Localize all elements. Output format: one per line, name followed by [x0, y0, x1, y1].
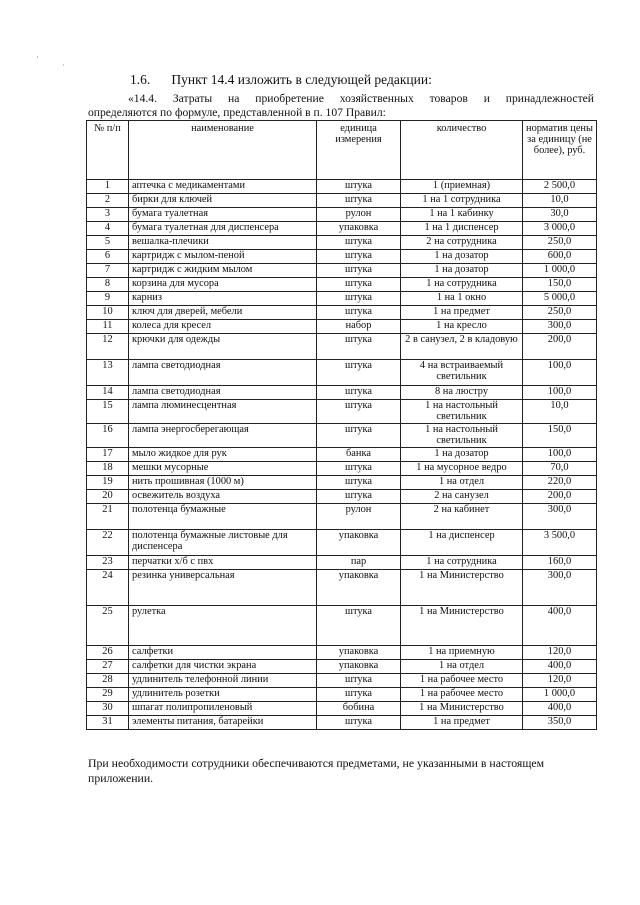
item-unit: упаковка	[317, 222, 401, 236]
row-number: 7	[87, 264, 129, 278]
item-price: 400,0	[523, 660, 597, 674]
row-number: 31	[87, 716, 129, 730]
item-quantity: 1 на рабочее место	[401, 688, 523, 702]
item-name: ключ для дверей, мебели	[129, 306, 317, 320]
row-number: 9	[87, 292, 129, 306]
item-name: полотенца бумажные	[129, 504, 317, 530]
item-price: 300,0	[523, 320, 597, 334]
item-price: 150,0	[523, 278, 597, 292]
item-unit: штука	[317, 334, 401, 360]
item-quantity: 1 на Министерство	[401, 570, 523, 606]
row-number: 2	[87, 194, 129, 208]
item-price: 5 000,0	[523, 292, 597, 306]
item-price: 30,0	[523, 208, 597, 222]
item-unit: штука	[317, 250, 401, 264]
item-name: мешки мусорные	[129, 462, 317, 476]
item-quantity: 2 в санузел, 2 в кладовую	[401, 334, 523, 360]
item-quantity: 1 на 1 диспенсер	[401, 222, 523, 236]
intro-line-2: определяются по формуле, представленной в п. 107 Правил:	[88, 106, 386, 119]
row-number: 27	[87, 660, 129, 674]
item-price: 160,0	[523, 556, 597, 570]
item-quantity: 1 на диспенсер	[401, 530, 523, 556]
row-number: 25	[87, 606, 129, 646]
table-row	[87, 236, 597, 250]
item-name: резинка универсальная	[129, 570, 317, 606]
item-name: удлинитель розетки	[129, 688, 317, 702]
item-name: нить прошивная (1000 м)	[129, 476, 317, 490]
table-row	[87, 334, 597, 360]
row-number: 18	[87, 462, 129, 476]
item-unit: штука	[317, 688, 401, 702]
table-row	[87, 264, 597, 278]
table-row	[87, 292, 597, 306]
item-name: картридж с жидким мылом	[129, 264, 317, 278]
section-heading	[130, 72, 432, 88]
item-quantity: 1 на Министерство	[401, 702, 523, 716]
item-quantity: 1 на сотрудника	[401, 278, 523, 292]
footnote: При необходимости сотрудники обеспечиваются предметами, не указанными в настоящем приложении.	[88, 756, 545, 785]
table-row	[87, 386, 597, 400]
item-unit: штука	[317, 236, 401, 250]
row-number: 11	[87, 320, 129, 334]
scan-mark: ·	[62, 60, 65, 70]
item-unit: банка	[317, 448, 401, 462]
table-row	[87, 476, 597, 490]
row-number: 4	[87, 222, 129, 236]
item-price: 1 000,0	[523, 264, 597, 278]
item-name: бумага туалетная для диспенсера	[129, 222, 317, 236]
item-unit: штука	[317, 386, 401, 400]
item-name: лампа энергосберегающая	[129, 424, 317, 448]
item-price: 300,0	[523, 570, 597, 606]
item-price: 100,0	[523, 448, 597, 462]
item-unit: штука	[317, 462, 401, 476]
item-name: шпагат полипропиленовый	[129, 702, 317, 716]
table-row	[87, 250, 597, 264]
item-price: 400,0	[523, 702, 597, 716]
table-row	[87, 222, 597, 236]
item-quantity: 1 на 1 сотрудника	[401, 194, 523, 208]
table-row	[87, 306, 597, 320]
item-quantity: 1 на сотрудника	[401, 556, 523, 570]
row-number: 22	[87, 530, 129, 556]
item-unit: штука	[317, 180, 401, 194]
section-number: 1.6.	[130, 72, 151, 87]
table-row	[87, 360, 597, 386]
table-row	[87, 208, 597, 222]
item-unit: упаковка	[317, 530, 401, 556]
item-quantity: 2 на санузел	[401, 490, 523, 504]
item-quantity: 1 на кресло	[401, 320, 523, 334]
item-unit: бобина	[317, 702, 401, 716]
item-price: 2 500,0	[523, 180, 597, 194]
item-unit: набор	[317, 320, 401, 334]
item-quantity: 1 на Министерство	[401, 606, 523, 646]
row-number: 14	[87, 386, 129, 400]
item-name: удлинитель телефонной линии	[129, 674, 317, 688]
item-quantity: 1 на 1 окно	[401, 292, 523, 306]
row-number: 24	[87, 570, 129, 606]
item-quantity: 1 на дозатор	[401, 448, 523, 462]
table-row	[87, 320, 597, 334]
row-number: 10	[87, 306, 129, 320]
table-row	[87, 660, 597, 674]
item-price: 200,0	[523, 490, 597, 504]
table-row	[87, 570, 597, 606]
row-number: 26	[87, 646, 129, 660]
item-quantity: 2 на сотрудника	[401, 236, 523, 250]
item-price: 400,0	[523, 606, 597, 646]
item-price: 300,0	[523, 504, 597, 530]
row-number: 16	[87, 424, 129, 448]
item-unit: штука	[317, 292, 401, 306]
row-number: 15	[87, 400, 129, 424]
item-quantity: 1 (приемная)	[401, 180, 523, 194]
intro-line-1: «14.4. Затраты на приобретение хозяйственных товаров и принадлежностей	[128, 92, 594, 105]
table-row	[87, 490, 597, 504]
section-title: Пункт 14.4 изложить в следующей редакции:	[171, 72, 432, 87]
item-name: лампа светодиодная	[129, 386, 317, 400]
header-name: наименование	[129, 121, 317, 180]
item-unit: штука	[317, 716, 401, 730]
items-table	[86, 120, 597, 730]
table-row	[87, 530, 597, 556]
table-row	[87, 716, 597, 730]
table-row	[87, 646, 597, 660]
table-row	[87, 424, 597, 448]
table-row	[87, 448, 597, 462]
item-price: 150,0	[523, 424, 597, 448]
item-name: карниз	[129, 292, 317, 306]
row-number: 5	[87, 236, 129, 250]
item-name: салфетки	[129, 646, 317, 660]
item-unit: штука	[317, 490, 401, 504]
table-row	[87, 194, 597, 208]
item-unit: штука	[317, 278, 401, 292]
item-name: аптечка с медикаментами	[129, 180, 317, 194]
intro-paragraph	[88, 92, 594, 120]
item-quantity: 1 на мусорное ведро	[401, 462, 523, 476]
item-quantity: 8 на люстру	[401, 386, 523, 400]
item-unit: рулон	[317, 504, 401, 530]
item-quantity: 1 на отдел	[401, 660, 523, 674]
header-qty: количество	[401, 121, 523, 180]
table-row	[87, 400, 597, 424]
row-number: 20	[87, 490, 129, 504]
item-unit: пар	[317, 556, 401, 570]
item-price: 10,0	[523, 400, 597, 424]
row-number: 21	[87, 504, 129, 530]
item-price: 10,0	[523, 194, 597, 208]
item-name: перчатки х/б с пвх	[129, 556, 317, 570]
item-unit: рулон	[317, 208, 401, 222]
item-name: лампа люминесцентная	[129, 400, 317, 424]
item-price: 3 000,0	[523, 222, 597, 236]
table-header-row	[87, 121, 597, 180]
item-name: полотенца бумажные листовые для диспенсера	[129, 530, 317, 556]
item-price: 120,0	[523, 674, 597, 688]
item-name: салфетки для чистки экрана	[129, 660, 317, 674]
item-price: 70,0	[523, 462, 597, 476]
item-price: 200,0	[523, 334, 597, 360]
item-quantity: 1 на дозатор	[401, 264, 523, 278]
item-quantity: 1 на 1 кабинку	[401, 208, 523, 222]
table-row	[87, 606, 597, 646]
item-unit: штука	[317, 606, 401, 646]
item-name: крючки для одежды	[129, 334, 317, 360]
item-quantity: 1 на дозатор	[401, 250, 523, 264]
item-quantity: 1 на рабочее место	[401, 674, 523, 688]
item-price: 350,0	[523, 716, 597, 730]
item-price: 100,0	[523, 360, 597, 386]
item-unit: упаковка	[317, 570, 401, 606]
item-name: колеса для кресел	[129, 320, 317, 334]
item-price: 1 000,0	[523, 688, 597, 702]
table-row	[87, 504, 597, 530]
table-row	[87, 688, 597, 702]
row-number: 3	[87, 208, 129, 222]
item-name: рулетка	[129, 606, 317, 646]
item-name: бумага туалетная	[129, 208, 317, 222]
item-name: освежитель воздуха	[129, 490, 317, 504]
item-unit: штука	[317, 674, 401, 688]
row-number: 30	[87, 702, 129, 716]
item-unit: штука	[317, 476, 401, 490]
table-row	[87, 278, 597, 292]
table-row	[87, 180, 597, 194]
item-unit: штука	[317, 264, 401, 278]
table-row	[87, 462, 597, 476]
item-unit: штука	[317, 194, 401, 208]
table-row	[87, 674, 597, 688]
table-body	[87, 180, 597, 730]
scan-mark: ·	[36, 52, 39, 62]
item-unit: штука	[317, 360, 401, 386]
item-name: мыло жидкое для рук	[129, 448, 317, 462]
item-quantity: 1 на отдел	[401, 476, 523, 490]
item-price: 120,0	[523, 646, 597, 660]
item-quantity: 2 на кабинет	[401, 504, 523, 530]
item-name: лампа светодиодная	[129, 360, 317, 386]
row-number: 12	[87, 334, 129, 360]
item-price: 250,0	[523, 306, 597, 320]
item-name: картридж с мылом-пеной	[129, 250, 317, 264]
item-quantity: 1 на настольный светильник	[401, 424, 523, 448]
row-number: 13	[87, 360, 129, 386]
header-price: норматив цены за единицу (не более), руб.	[523, 121, 597, 180]
item-quantity: 4 на встраиваемый светильник	[401, 360, 523, 386]
row-number: 28	[87, 674, 129, 688]
table-row	[87, 556, 597, 570]
row-number: 19	[87, 476, 129, 490]
item-unit: штука	[317, 306, 401, 320]
item-price: 220,0	[523, 476, 597, 490]
item-quantity: 1 на предмет	[401, 716, 523, 730]
row-number: 29	[87, 688, 129, 702]
item-quantity: 1 на приемную	[401, 646, 523, 660]
table-row	[87, 702, 597, 716]
header-unit: единица измерения	[317, 121, 401, 180]
row-number: 1	[87, 180, 129, 194]
item-price: 100,0	[523, 386, 597, 400]
item-price: 3 500,0	[523, 530, 597, 556]
row-number: 17	[87, 448, 129, 462]
item-unit: упаковка	[317, 646, 401, 660]
item-price: 600,0	[523, 250, 597, 264]
row-number: 8	[87, 278, 129, 292]
item-name: вешалка-плечики	[129, 236, 317, 250]
item-unit: штука	[317, 424, 401, 448]
item-quantity: 1 на настольный светильник	[401, 400, 523, 424]
row-number: 6	[87, 250, 129, 264]
header-num: № п/п	[87, 121, 129, 180]
item-name: корзина для мусора	[129, 278, 317, 292]
item-name: элементы питания, батарейки	[129, 716, 317, 730]
item-price: 250,0	[523, 236, 597, 250]
item-quantity: 1 на предмет	[401, 306, 523, 320]
item-unit: штука	[317, 400, 401, 424]
item-unit: упаковка	[317, 660, 401, 674]
row-number: 23	[87, 556, 129, 570]
item-name: бирки для ключей	[129, 194, 317, 208]
